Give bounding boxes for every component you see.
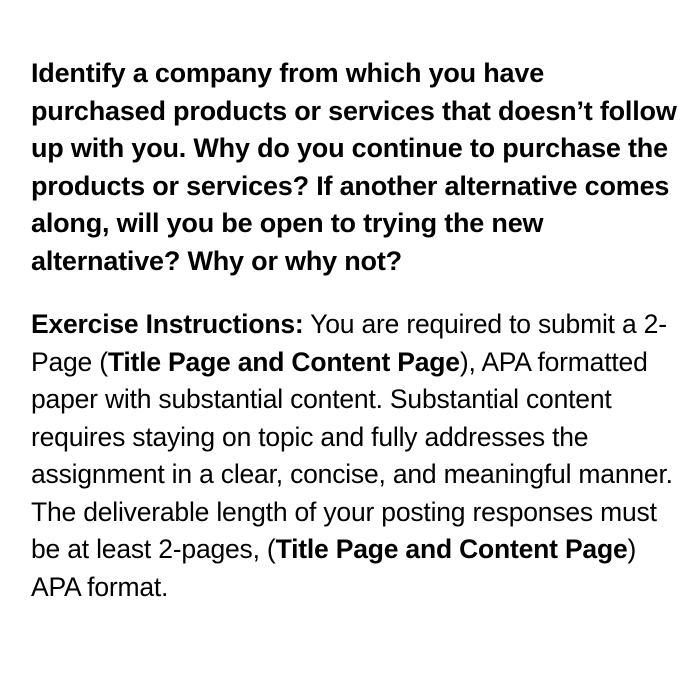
instructions-paragraph: [31, 306, 681, 606]
instructions-text: You are required to submit a 2-Page (: [31, 309, 667, 377]
instructions-bold-page-spec: Title Page and Content Page: [107, 346, 460, 377]
instructions-bold-page-spec: Title Page and Content Page: [275, 534, 628, 564]
question-paragraph: Identify a company from which you have purchased products or services that doesn’t follow up with you. Why do you continue to purchase the products or services? If another alternative comes along, will you be open to trying the new alternative? Why or why not?: [31, 58, 677, 276]
instructions-text: ), APA formatted paper with substantial content. Substantial content requires staying on topic and fully addresses the assignment in a clear, concise, and meaningful manner. The deliverable length of your posting responses must be at least 2-pages, (: [31, 346, 673, 564]
instructions-text: ) APA format.: [31, 534, 637, 602]
instructions-heading: Exercise Instructions:: [31, 309, 304, 339]
document: [31, 55, 681, 606]
